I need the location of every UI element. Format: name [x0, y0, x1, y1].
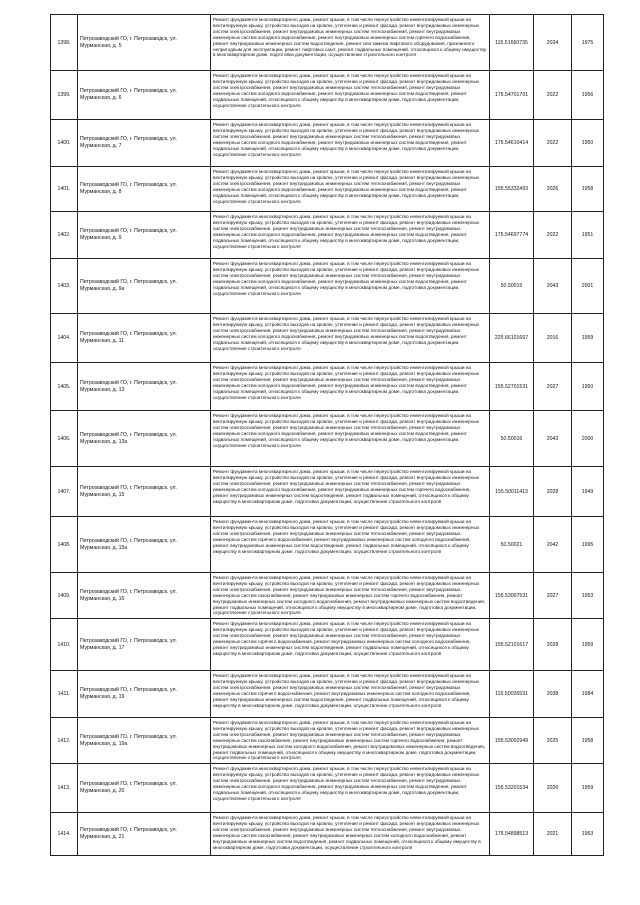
- planned-year: 2021: [534, 813, 572, 856]
- table-row: [51, 764, 604, 813]
- table-row: [51, 467, 604, 517]
- row-number: 1412.: [51, 718, 78, 764]
- planned-year: 2026: [534, 167, 572, 212]
- repair-cost: 50.50015: [490, 259, 534, 314]
- repair-cost: 155.53201534: [490, 764, 534, 813]
- table-row: [51, 212, 604, 259]
- house-address: Петрозаводский ГО, г. Петрозаводск, ул. Мурманская, д. 15: [78, 467, 211, 517]
- row-number: 1403.: [51, 259, 78, 314]
- house-address: Петрозаводский ГО, г. Петрозаводск, ул. Мурманская, д. 21: [78, 813, 211, 856]
- works-description: Ремонт фундамента многоквартирного дома, ремонт крыши, в том числе переустройство невентилируемой крыши на вентилируемую крышу, устройство выходов на кровлю, утепление и ремонт фасада, ремонт внутридомовых инженерных систем электроснабжения, ремонт внутридомовых инженерных систем теплоснабжения, ремонт внутридомовых инженерных систем горячего водоснабжения, ремонт внутридомовых инженерных систем холодного водоснабжения, ремонт внутридомовых инженерных систем водоотведения, ремонт подвальных помещений, относящихся к общему имуществу в многоквартирном доме, подготовка документации, осуществление строительного контроля: [211, 671, 490, 718]
- house-address: Петрозаводский ГО, г. Петрозаводск, ул. Мурманская, д. 9: [78, 212, 211, 259]
- house-address: Петрозаводский ГО, г. Петрозаводск, ул. Мурманская, д. 20: [78, 764, 211, 813]
- table-body: [51, 15, 604, 856]
- works-description: Ремонт фундамента многоквартирного дома, ремонт крыши, в том числе переустройство невентилируемой крыши на вентилируемую крышу, устройство выходов на кровлю, утепление и ремонт фасада, ремонт внутридомовых инженерных систем электроснабжения, ремонт внутридомовых инженерных систем теплоснабжения, ремонт внутридомовых инженерных систем горячего водоснабжения, ремонт внутридомовых инженерных систем холодного водоснабжения, ремонт внутридомовых инженерных систем водоотведения, ремонт подвальных помещений, относящихся к общему имуществу в многоквартирном доме, подготовка документации, осуществление строительного контроля: [211, 619, 490, 671]
- house-address: Петрозаводский ГО, г. Петрозаводск, ул. Мурманская, д. 19: [78, 671, 211, 718]
- house-address: Петрозаводский ГО, г. Петрозаводск, ул. Мурманская, д. 17: [78, 619, 211, 671]
- construction-year: 1958: [572, 167, 604, 212]
- repair-cost: 115.51660735: [490, 15, 534, 71]
- construction-year: 1975: [572, 15, 604, 71]
- row-number: 1401.: [51, 167, 78, 212]
- planned-year: 2022: [534, 212, 572, 259]
- planned-year: 2016: [534, 314, 572, 363]
- planned-year: 2022: [534, 71, 572, 120]
- planned-year: 2028: [534, 467, 572, 517]
- row-number: 1405.: [51, 363, 78, 411]
- works-description: Ремонт фундамента многоквартирного дома, ремонт крыши, в том числе переустройство невентилируемой крыши на вентилируемую крышу, устройство выходов на кровлю, утепление и ремонт фасада, ремонт внутридомовых инженерных систем электроснабжения, ремонт внутридомовых инженерных систем теплоснабжения, ремонт внутридомовых инженерных систем горячего водоснабжения, ремонт внутридомовых инженерных систем холодного водоснабжения, ремонт внутридомовых инженерных систем водоотведения, ремонт подвальных помещений, относящихся к общему имуществу в многоквартирном доме, подготовка документации, осуществление строительного контроля: [211, 517, 490, 573]
- row-number: 1407.: [51, 467, 78, 517]
- row-number: 1406.: [51, 411, 78, 467]
- repair-cost: 155.52101617: [490, 619, 534, 671]
- house-address: Петрозаводский ГО, г. Петрозаводск, ул. Мурманская, д. 11: [78, 314, 211, 363]
- works-description: Ремонт фундамента многоквартирного дома, ремонт крыши, в том числе переустройство невентилируемой крыши на вентилируемую крышу, устройство выходов на кровлю, утепление и ремонт фасада, ремонт внутридомовых инженерных систем электроснабжения, ремонт внутридомовых инженерных систем теплоснабжения, ремонт внутридомовых инженерных систем холодного водоснабжения, ремонт внутридомовых инженерных систем водоотведения, ремонт подвальных помещений, относящихся к общему имуществу в многоквартирном доме, подготовка документации, осуществление строительного контроля: [211, 764, 490, 813]
- construction-year: 1963: [572, 813, 604, 856]
- works-description: Ремонт фундамента многоквартирного дома, ремонт крыши, в том числе переустройство невентилируемой крыши на вентилируемую крышу, устройство выходов на кровлю, утепление и ремонт фасада, ремонт внутридомовых инженерных систем электроснабжения, ремонт внутридомовых инженерных систем теплоснабжения, ремонт внутридомовых инженерных систем холодного водоснабжения, ремонт внутридомовых инженерных систем водоотведения, ремонт подвальных помещений, относящихся к общему имуществу в многоквартирном доме, подготовка документации, осуществление строительного контроля: [211, 71, 490, 120]
- row-number: 1399.: [51, 71, 78, 120]
- works-description: Ремонт фундамента многоквартирного дома, ремонт крыши, в том числе переустройство невентилируемой крыши на вентилируемую крышу, устройство выходов на кровлю, утепление и ремонт фасада, ремонт внутридомовых инженерных систем электроснабжения, ремонт внутридомовых инженерных систем теплоснабжения, ремонт внутридомовых инженерных систем газоснабжения, ремонт внутридомовых инженерных систем горячего водоснабжения, ремонт внутридомовых инженерных систем холодного водоснабжения, ремонт внутридомовых инженерных систем водоотведения, ремонт подвальных помещений, относящихся к общему имуществу в многоквартирном доме, подготовка документации, осуществление строительного контроля: [211, 718, 490, 764]
- planned-year: 2026: [534, 764, 572, 813]
- house-address: Петрозаводский ГО, г. Петрозаводск, ул. Мурманская, д. 13: [78, 363, 211, 411]
- row-number: 1409.: [51, 573, 78, 619]
- construction-year: 1958: [572, 718, 604, 764]
- repair-cost: 50.50021: [490, 517, 534, 573]
- planned-year: 2022: [534, 120, 572, 167]
- row-number: 1402.: [51, 212, 78, 259]
- planned-year: 2038: [534, 671, 572, 718]
- planned-year: 2027: [534, 573, 572, 619]
- capital-repair-table: [50, 14, 604, 856]
- table-row: [51, 411, 604, 467]
- house-address: Петрозаводский ГО, г. Петрозаводск, ул. Мурманская, д. 9а: [78, 259, 211, 314]
- table-row: [51, 120, 604, 167]
- row-number: 1411.: [51, 671, 78, 718]
- planned-year: 2027: [534, 363, 572, 411]
- repair-cost: 155.53002949: [490, 718, 534, 764]
- table-row: [51, 671, 604, 718]
- row-number: 1410.: [51, 619, 78, 671]
- repair-cost: 50.50016: [490, 411, 534, 467]
- planned-year: 2028: [534, 619, 572, 671]
- construction-year: 1984: [572, 671, 604, 718]
- planned-year: 2025: [534, 718, 572, 764]
- table-row: [51, 167, 604, 212]
- house-address: Петрозаводский ГО, г. Петрозаводск, ул. Мурманская, д. 15а: [78, 517, 211, 573]
- works-description: Ремонт фундамента многоквартирного дома, ремонт крыши, в том числе переустройство невентилируемой крыши на вентилируемую крышу, устройство выходов на кровлю, утепление и ремонт фасада, ремонт внутридомовых инженерных систем электроснабжения, ремонт внутридомовых инженерных систем теплоснабжения, ремонт внутридомовых инженерных систем холодного водоснабжения, ремонт внутридомовых инженерных систем водоотведения, ремонт подвальных помещений, относящихся к общему имуществу в многоквартирном доме, подготовка документации, осуществление строительного контроля: [211, 259, 490, 314]
- repair-cost: 115.50026531: [490, 671, 534, 718]
- house-address: Петрозаводский ГО, г. Петрозаводск, ул. Мурманская, д. 5: [78, 15, 211, 71]
- construction-year: 1995: [572, 517, 604, 573]
- repair-cost: 175.54701701: [490, 71, 534, 120]
- table-row: [51, 15, 604, 71]
- planned-year: 2034: [534, 15, 572, 71]
- house-address: Петрозаводский ГО, г. Петрозаводск, ул. Мурманская, д. 19а: [78, 718, 211, 764]
- construction-year: 1950: [572, 363, 604, 411]
- row-number: 1404.: [51, 314, 78, 363]
- construction-year: 2001: [572, 259, 604, 314]
- works-description: Ремонт фундамента многоквартирного дома, ремонт крыши, в том числе переустройство невентилируемой крыши на вентилируемую крышу, устройство выходов на кровлю, утепление и ремонт фасада, ремонт внутридомовых инженерных систем электроснабжения, ремонт внутридомовых инженерных систем теплоснабжения, ремонт внутридомовых инженерных систем холодного водоснабжения, ремонт внутридомовых инженерных систем водоотведения, ремонт подвальных помещений, относящихся к общему имуществу в многоквартирном доме, подготовка документации, осуществление строительного контроля: [211, 167, 490, 212]
- table-row: [51, 573, 604, 619]
- house-address: Петрозаводский ГО, г. Петрозаводск, ул. Мурманская, д. 6: [78, 71, 211, 120]
- works-description: Ремонт фундамента многоквартирного дома, ремонт крыши, в том числе переустройство невентилируемой крыши на вентилируемую крышу, устройство выходов на кровлю, утепление и ремонт фасада, ремонт внутридомовых инженерных систем электроснабжения, ремонт внутридомовых инженерных систем теплоснабжения, ремонт внутридомовых инженерных систем холодного водоснабжения, ремонт внутридомовых инженерных систем водоотведения, ремонт подвальных помещений, относящихся к общему имуществу в многоквартирном доме, подготовка документации, осуществление строительного контроля: [211, 411, 490, 467]
- construction-year: 1956: [572, 71, 604, 120]
- row-number: 1400.: [51, 120, 78, 167]
- repair-cost: 155.52701531: [490, 363, 534, 411]
- works-description: Ремонт фундамента многоквартирного дома, ремонт крыши, в том числе переустройство невентилируемой крыши на вентилируемую крышу, устройство выходов на кровлю, утепление и ремонт фасада, ремонт внутридомовых инженерных систем электроснабжения, ремонт внутридомовых инженерных систем теплоснабжения, ремонт внутридомовых инженерных систем холодного водоснабжения, ремонт внутридомовых инженерных систем водоотведения, ремонт подвальных помещений, относящихся к общему имуществу в многоквартирном доме, подготовка документации, осуществление строительного контроля: [211, 212, 490, 259]
- works-description: Ремонт фундамента многоквартирного дома, ремонт крыши, в том числе переустройство невентилируемой крыши на вентилируемую крышу, устройство выходов на кровлю, утепление и ремонт фасада, ремонт внутридомовых инженерных систем электроснабжения, ремонт внутридомовых инженерных систем теплоснабжения, ремонт внутридомовых инженерных систем холодного водоснабжения, ремонт внутридомовых инженерных систем водоотведения, ремонт подвальных помещений, относящихся к общему имуществу в многоквартирном доме, подготовка документации, осуществление строительного контроля: [211, 363, 490, 411]
- house-address: Петрозаводский ГО, г. Петрозаводск, ул. Мурманская, д. 8: [78, 167, 211, 212]
- works-description: Ремонт фундамента многоквартирного дома, ремонт крыши, в том числе переустройство невентилируемой крыши на вентилируемую крышу, устройство выходов на кровлю, утепление и ремонт фасада, ремонт внутридомовых инженерных систем электроснабжения, ремонт внутридомовых инженерных систем теплоснабжения, ремонт внутридомовых инженерных систем газоснабжения, ремонт внутридомовых инженерных систем холодного водоснабжения, ремонт внутридомовых инженерных систем водоотведения, ремонт подвальных помещений, относящихся к общему имуществу в многоквартирном доме, подготовка документации, осуществление строительного контроля: [211, 813, 490, 856]
- house-address: Петрозаводский ГО, г. Петрозаводск, ул. Мурманская, д. 16: [78, 573, 211, 619]
- repair-cost: 155.55332493: [490, 167, 534, 212]
- table-row: [51, 71, 604, 120]
- table-row: [51, 813, 604, 856]
- construction-year: 1953: [572, 573, 604, 619]
- repair-cost: 175.54697774: [490, 212, 534, 259]
- table-row: [51, 718, 604, 764]
- repair-cost: 225.66101667: [490, 314, 534, 363]
- construction-year: 1959: [572, 314, 604, 363]
- planned-year: 2042: [534, 517, 572, 573]
- row-number: 1414.: [51, 813, 78, 856]
- construction-year: 1950: [572, 120, 604, 167]
- table-row: [51, 517, 604, 573]
- works-description: Ремонт фундамента многоквартирного дома, ремонт крыши, в том числе переустройство невентилируемой крыши на вентилируемую крышу, устройство выходов на кровлю, утепление и ремонт фасада, ремонт внутридомовых инженерных систем электроснабжения, ремонт внутридомовых инженерных систем теплоснабжения, ремонт внутридомовых инженерных систем газоснабжения, ремонт внутридомовых инженерных систем горячего водоснабжения, ремонт внутридомовых инженерных систем холодного водоснабжения, ремонт внутридомовых инженерных систем водоотведения, ремонт подвальных помещений, относящихся к общему имуществу в многоквартирном доме, подготовка документации, осуществление строительного контроля: [211, 573, 490, 619]
- house-address: Петрозаводский ГО, г. Петрозаводск, ул. Мурманская, д. 7: [78, 120, 211, 167]
- repair-cost: 155.53007531: [490, 573, 534, 619]
- works-description: Ремонт фундамента многоквартирного дома, ремонт крыши, в том числе переустройство невентилируемой крыши на вентилируемую крышу, устройство выходов на кровлю, утепление и ремонт фасада, ремонт внутридомовых инженерных систем электроснабжения, ремонт внутридомовых инженерных систем теплоснабжения, ремонт внутридомовых инженерных систем холодного водоснабжения, ремонт внутридомовых инженерных систем водоотведения, ремонт подвальных помещений, относящихся к общему имуществу в многоквартирном доме, подготовка документации, осуществление строительного контроля: [211, 314, 490, 363]
- repair-cost: 155.50011413: [490, 467, 534, 517]
- construction-year: 1959: [572, 619, 604, 671]
- works-description: Ремонт фундамента многоквартирного дома, ремонт крыши, в том числе переустройство невентилируемой крыши на вентилируемую крышу, устройство выходов на кровлю, утепление и ремонт фасада, ремонт внутридомовых инженерных систем электроснабжения, ремонт внутридомовых инженерных систем теплоснабжения, ремонт внутридомовых инженерных систем холодного водоснабжения, ремонт внутридомовых инженерных систем водоотведения, ремонт подвальных помещений, относящихся к общему имуществу в многоквартирном доме, подготовка документации, осуществление строительного контроля: [211, 120, 490, 167]
- repair-cost: 175.54610414: [490, 120, 534, 167]
- construction-year: 2000: [572, 411, 604, 467]
- works-description: Ремонт фундамента многоквартирного дома, ремонт крыши, в том числе переустройство невентилируемой крыши на вентилируемую крышу, устройство выходов на кровлю, утепление и ремонт фасада, ремонт внутридомовых инженерных систем электроснабжения, ремонт внутридомовых инженерных систем теплоснабжения, ремонт внутридомовых инженерных систем холодного водоснабжения, ремонт внутридомовых инженерных систем горячего водоснабжения, ремонт внутридомовых инженерных систем водоотведения, ремонт подвальных помещений, относящихся к общему имуществу в многоквартирном доме, подготовка документации, осуществление строительного контроля: [211, 467, 490, 517]
- construction-year: 1949: [572, 467, 604, 517]
- table-row: [51, 259, 604, 314]
- table-row: [51, 363, 604, 411]
- planned-year: 2043: [534, 259, 572, 314]
- planned-year: 2043: [534, 411, 572, 467]
- table-row: [51, 619, 604, 671]
- row-number: 1398.: [51, 15, 78, 71]
- works-description: Ремонт фундамента многоквартирного дома, ремонт крыши, в том числе переустройство невентилируемой крыши на вентилируемую крышу, устройство выходов на кровлю, утепление и ремонт фасада, ремонт внутридомовых инженерных систем электроснабжения, ремонт внутридомовых инженерных систем теплоснабжения, ремонт внутридомовых инженерных систем холодного водоснабжения, ремонт внутридомовых инженерных систем горячего водоснабжения, ремонт внутридомовых инженерных систем водоотведения, ремонт или замена лифтового оборудования, признанного непригодным для эксплуатации, ремонт лифтовых шахт, ремонт подвальных помещений, относящихся к общему имуществу в многоквартирном доме, подготовка документации, осуществление строительного контроля: [211, 15, 490, 71]
- house-address: Петрозаводский ГО, г. Петрозаводск, ул. Мурманская, д. 13а: [78, 411, 211, 467]
- construction-year: 1951: [572, 212, 604, 259]
- repair-cost: 175.54898513: [490, 813, 534, 856]
- table-row: [51, 314, 604, 363]
- row-number: 1413.: [51, 764, 78, 813]
- construction-year: 1959: [572, 764, 604, 813]
- row-number: 1408.: [51, 517, 78, 573]
